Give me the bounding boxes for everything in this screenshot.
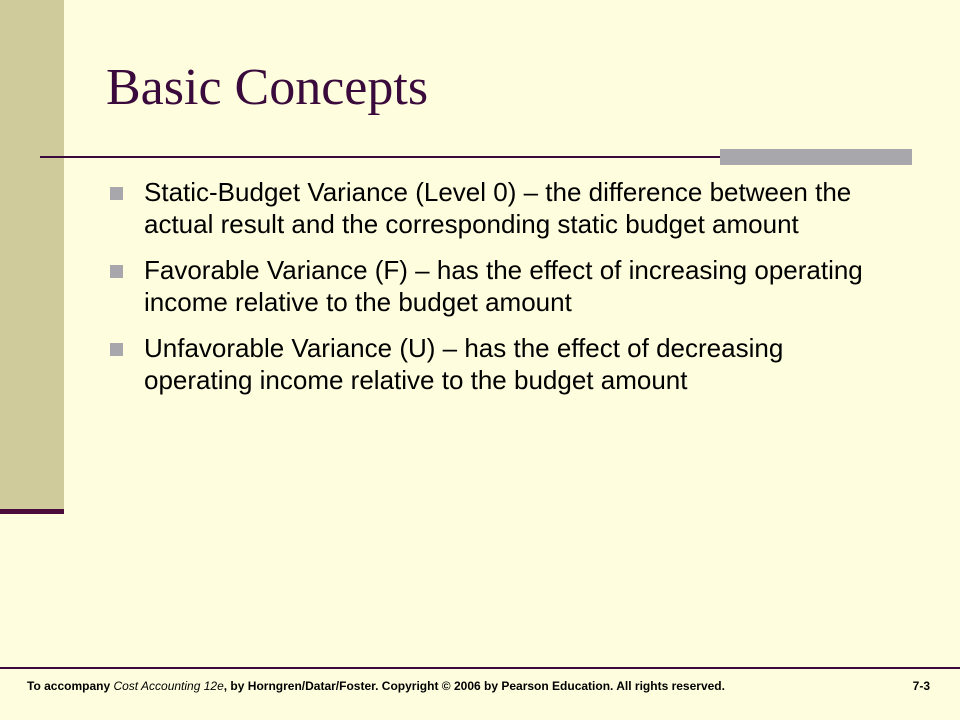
bullet-item	[106, 332, 896, 396]
footer-book-title: Cost Accounting 12e	[113, 679, 224, 693]
bullet-item	[106, 254, 896, 318]
footer-copyright	[27, 679, 725, 693]
page-number: 7-3	[912, 679, 930, 693]
square-bullet-icon	[110, 343, 123, 356]
slide-title: Basic Concepts	[106, 59, 429, 116]
bullet-list	[106, 176, 896, 410]
bullet-text: Static-Budget Variance (Level 0) – the difference between the actual result and the corresponding static budget amount	[144, 177, 852, 239]
bullet-text: Unfavorable Variance (U) – has the effect of decreasing operating income relative to the budget amount	[144, 333, 784, 395]
square-bullet-icon	[110, 265, 123, 278]
left-decorative-bar	[0, 0, 64, 510]
footer-prefix: To accompany	[27, 679, 114, 693]
left-bar-underline	[0, 509, 64, 514]
footer-rule	[0, 667, 960, 669]
square-bullet-icon	[110, 187, 123, 200]
bullet-text: Favorable Variance (F) – has the effect of increasing operating income relative to the budget amount	[144, 255, 863, 317]
title-accent-bar	[720, 149, 912, 165]
bullet-item	[106, 176, 896, 240]
footer-suffix: , by Horngren/Datar/Foster. Copyright © 2006 by Pearson Education. All rights reserved.	[223, 679, 725, 693]
